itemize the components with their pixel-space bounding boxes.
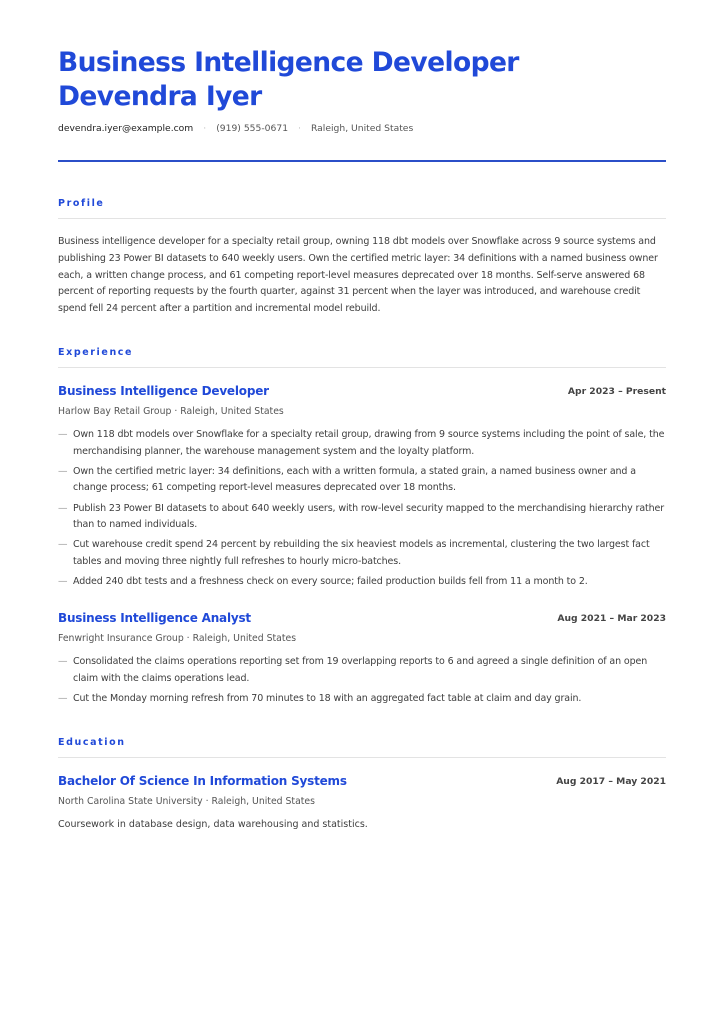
list-item <box>58 654 666 687</box>
page-title: Business Intelligence Developer Devendra Iyer <box>58 47 519 112</box>
job-organization: Fenwright Insurance Group · Raleigh, United States <box>58 633 297 644</box>
bullet-text: Cut warehouse credit spend 24 percent by rebuilding the six heaviest models as incremental, clustering the two largest fact tables and moving three nightly full refreshes to hourly micro-batches. <box>73 539 650 567</box>
section-heading-experience: Experience <box>58 347 134 358</box>
bullet-dash: — <box>58 576 68 588</box>
job-bullets <box>58 427 666 594</box>
degree-title: Bachelor Of Science In Information Systems <box>58 774 347 788</box>
list-item <box>58 574 666 591</box>
header-divider <box>58 160 666 162</box>
list-item <box>58 501 666 534</box>
job-organization: Harlow Bay Retail Group · Raleigh, United States <box>58 406 284 417</box>
job-bullets <box>58 654 666 711</box>
bullet-text: Own 118 dbt models over Snowflake for a specialty retail group, drawing from 9 source systems including the point of sale, the merchandising planner, the warehouse management system and the loyalty platform. <box>73 429 665 457</box>
bullet-dash: — <box>58 692 68 704</box>
section-divider <box>58 367 666 368</box>
job-title: Business Intelligence Developer <box>58 384 269 398</box>
section-divider <box>58 757 666 758</box>
resume-header <box>58 46 666 134</box>
profile-summary: Business intelligence developer for a specialty retail group, owning 118 dbt models over Snowflake across 9 source systems and publishing 23 Power BI datasets to 640 weekly users. Own the certified metric layer: 34 definitions with a named business owner each, a written change process, and 61 competing report-level measures deprecated over 18 months. Self-serve answered 68 percent of reporting requests by the fourth quarter, against 31 percent when the layer was introduced, and warehouse credit spend fell 24 percent after a partition and incremental model rebuild. <box>58 236 658 315</box>
bullet-dash: — <box>58 656 68 667</box>
list-item <box>58 464 666 497</box>
email-text: devendra.iyer@example.com <box>58 123 194 134</box>
school-name: North Carolina State University · Raleigh, United States <box>58 796 315 807</box>
job-dates: Aug 2021 – Mar 2023 <box>557 613 666 624</box>
contact-separator: · <box>298 123 301 134</box>
bullet-dash: — <box>58 539 68 551</box>
bullet-text: Added 240 dbt tests and a freshness check on every source; failed production builds fell from 11 a month to 2. <box>73 576 588 588</box>
bullet-text: Consolidated the claims operations reporting set from 19 overlapping reports to 6 and agreed a single definition of an open claim with the claims operations lead. <box>73 656 648 684</box>
section-heading-education: Education <box>58 737 126 748</box>
education-dates: Aug 2017 – May 2021 <box>556 776 666 787</box>
list-item <box>58 537 666 570</box>
bullet-text: Cut the Monday morning refresh from 70 minutes to 18 with an aggregated fact table at claim and day grain. <box>73 692 582 704</box>
section-divider <box>58 218 666 219</box>
bullet-text: Publish 23 Power BI datasets to about 640 weekly users, with row-level security mapped to the merchandising hierarchy rather than to named individuals. <box>73 502 665 531</box>
list-item <box>58 427 666 460</box>
job-dates: Apr 2023 – Present <box>567 386 666 397</box>
location-text: Raleigh, United States <box>310 123 414 134</box>
contact-separator: · <box>203 123 207 134</box>
bullet-dash: — <box>58 429 68 440</box>
section-heading-profile: Profile <box>58 198 105 209</box>
bullet-dash: — <box>58 502 68 514</box>
contact-line <box>58 123 666 134</box>
list-item <box>58 691 666 708</box>
coursework-text: Coursework in database design, data warehousing and statistics. <box>58 819 368 830</box>
job-title: Business Intelligence Analyst <box>58 611 251 625</box>
bullet-dash: — <box>58 465 68 477</box>
phone-text: (919) 555-0671 <box>216 123 289 134</box>
bullet-text: Own the certified metric layer: 34 definitions, each with a written formula, a stated grain, a named business owner and a change process; 61 competing report-level measures deprecated over 18 months. <box>73 465 636 494</box>
